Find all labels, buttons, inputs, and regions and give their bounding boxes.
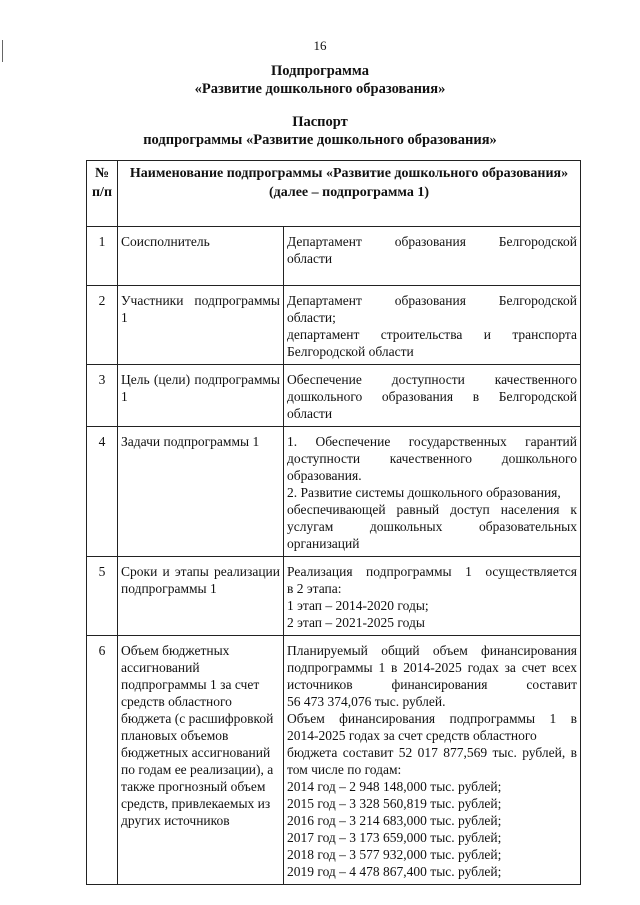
- value-line: 2. Развитие системы дошкольного образования,: [287, 485, 561, 500]
- table-row: [87, 286, 581, 365]
- value-line: Объем финансирования подпрограммы 1 в: [287, 711, 577, 726]
- value-line: Белгородской области: [287, 344, 414, 359]
- value-line: Реализация подпрограммы 1 осуществляется: [287, 564, 577, 579]
- value-line: образования.: [287, 468, 362, 483]
- value-line: бюджета составит 52 017 877,569 тыс. рублей, в: [287, 745, 577, 760]
- table-row: [87, 636, 581, 885]
- row-number: 4: [87, 427, 118, 557]
- value-line: области: [287, 251, 333, 266]
- row-field-value: [284, 557, 581, 636]
- column-header-number: № п/п: [87, 161, 118, 227]
- row-field-value: [284, 427, 581, 557]
- table-row: [87, 427, 581, 557]
- row-number: 6: [87, 636, 118, 885]
- table-row: [87, 557, 581, 636]
- value-line: 2014 год – 2 948 148,000 тыс. рублей;: [287, 779, 502, 794]
- value-line: 56 473 374,076 тыс. рублей.: [287, 694, 446, 709]
- value-line: области;: [287, 310, 336, 325]
- value-line: подпрограммы 1 в 2014-2025 годах за счет всех: [287, 660, 577, 675]
- row-field-name: Цель (цели) подпрограммы 1: [118, 365, 284, 427]
- passport-label: Паспорт: [292, 114, 348, 130]
- row-number: 1: [87, 227, 118, 286]
- row-field-name: Задачи подпрограммы 1: [118, 427, 284, 557]
- page-number: 16: [313, 38, 327, 53]
- row-field-name: Участники подпрограммы 1: [118, 286, 284, 365]
- value-line: дошкольного образования в Белгородской: [287, 389, 577, 404]
- passport-title: подпрограммы «Развитие дошкольного образования»: [143, 132, 497, 148]
- value-line: 2017 год – 3 173 659,000 тыс. рублей;: [287, 830, 502, 845]
- value-line: Департамент образования Белгородской: [287, 234, 577, 249]
- value-line: 2 этап – 2021-2025 годы: [287, 615, 425, 630]
- value-line: том числе по годам:: [287, 762, 402, 777]
- value-line: Планируемый общий объем финансирования: [287, 643, 577, 658]
- value-line: организаций: [287, 536, 360, 551]
- value-line: 2018 год – 3 577 932,000 тыс. рублей;: [287, 847, 502, 862]
- value-line: Обеспечение доступности качественного: [287, 372, 577, 387]
- value-line: услугам дошкольных образовательных: [287, 519, 577, 534]
- value-line: 2014-2025 годах за счет средств областного: [287, 728, 537, 743]
- value-line: Департамент образования Белгородской: [287, 293, 577, 308]
- table-row: [87, 227, 581, 286]
- value-line: доступности качественного дошкольного: [287, 451, 577, 466]
- value-line: департамент строительства и транспорта: [287, 327, 577, 342]
- row-field-name: Соисполнитель: [118, 227, 284, 286]
- subprogram-title: «Развитие дошкольного образования»: [194, 81, 446, 97]
- row-number: 3: [87, 365, 118, 427]
- subprogram-label: Подпрограмма: [271, 63, 369, 79]
- value-line: обеспечивающей равный доступ населения к: [287, 502, 577, 517]
- row-field-value: [284, 286, 581, 365]
- value-line: 1 этап – 2014-2020 годы;: [287, 598, 429, 613]
- value-line: 2015 год – 3 328 560,819 тыс. рублей;: [287, 796, 502, 811]
- row-field-name: Объем бюджетных ассигнований подпрограммы 1 за счет средств областного бюджета (с расшифровкой плановых объемов бюджетных ассигнований по годам ее реализации), а также прогнозный объем средств, привлекаемых из других источников: [118, 636, 284, 885]
- passport-table: [86, 160, 581, 885]
- value-line: в 2 этапа:: [287, 581, 342, 596]
- row-field-value: [284, 365, 581, 427]
- row-field-name: Сроки и этапы реализации подпрограммы 1: [118, 557, 284, 636]
- row-number: 2: [87, 286, 118, 365]
- value-line: области: [287, 406, 333, 421]
- table-row: [87, 365, 581, 427]
- row-field-value: [284, 227, 581, 286]
- value-line: источников финансирования составит: [287, 677, 577, 692]
- column-header-title: Наименование подпрограммы «Развитие дошкольного образования» (далее – подпрограмма 1): [118, 161, 581, 227]
- row-field-value: [284, 636, 581, 885]
- row-number: 5: [87, 557, 118, 636]
- value-line: 2016 год – 3 214 683,000 тыс. рублей;: [287, 813, 502, 828]
- value-line: 1. Обеспечение государственных гарантий: [287, 434, 577, 449]
- value-line: 2019 год – 4 478 867,400 тыс. рублей;: [287, 864, 502, 879]
